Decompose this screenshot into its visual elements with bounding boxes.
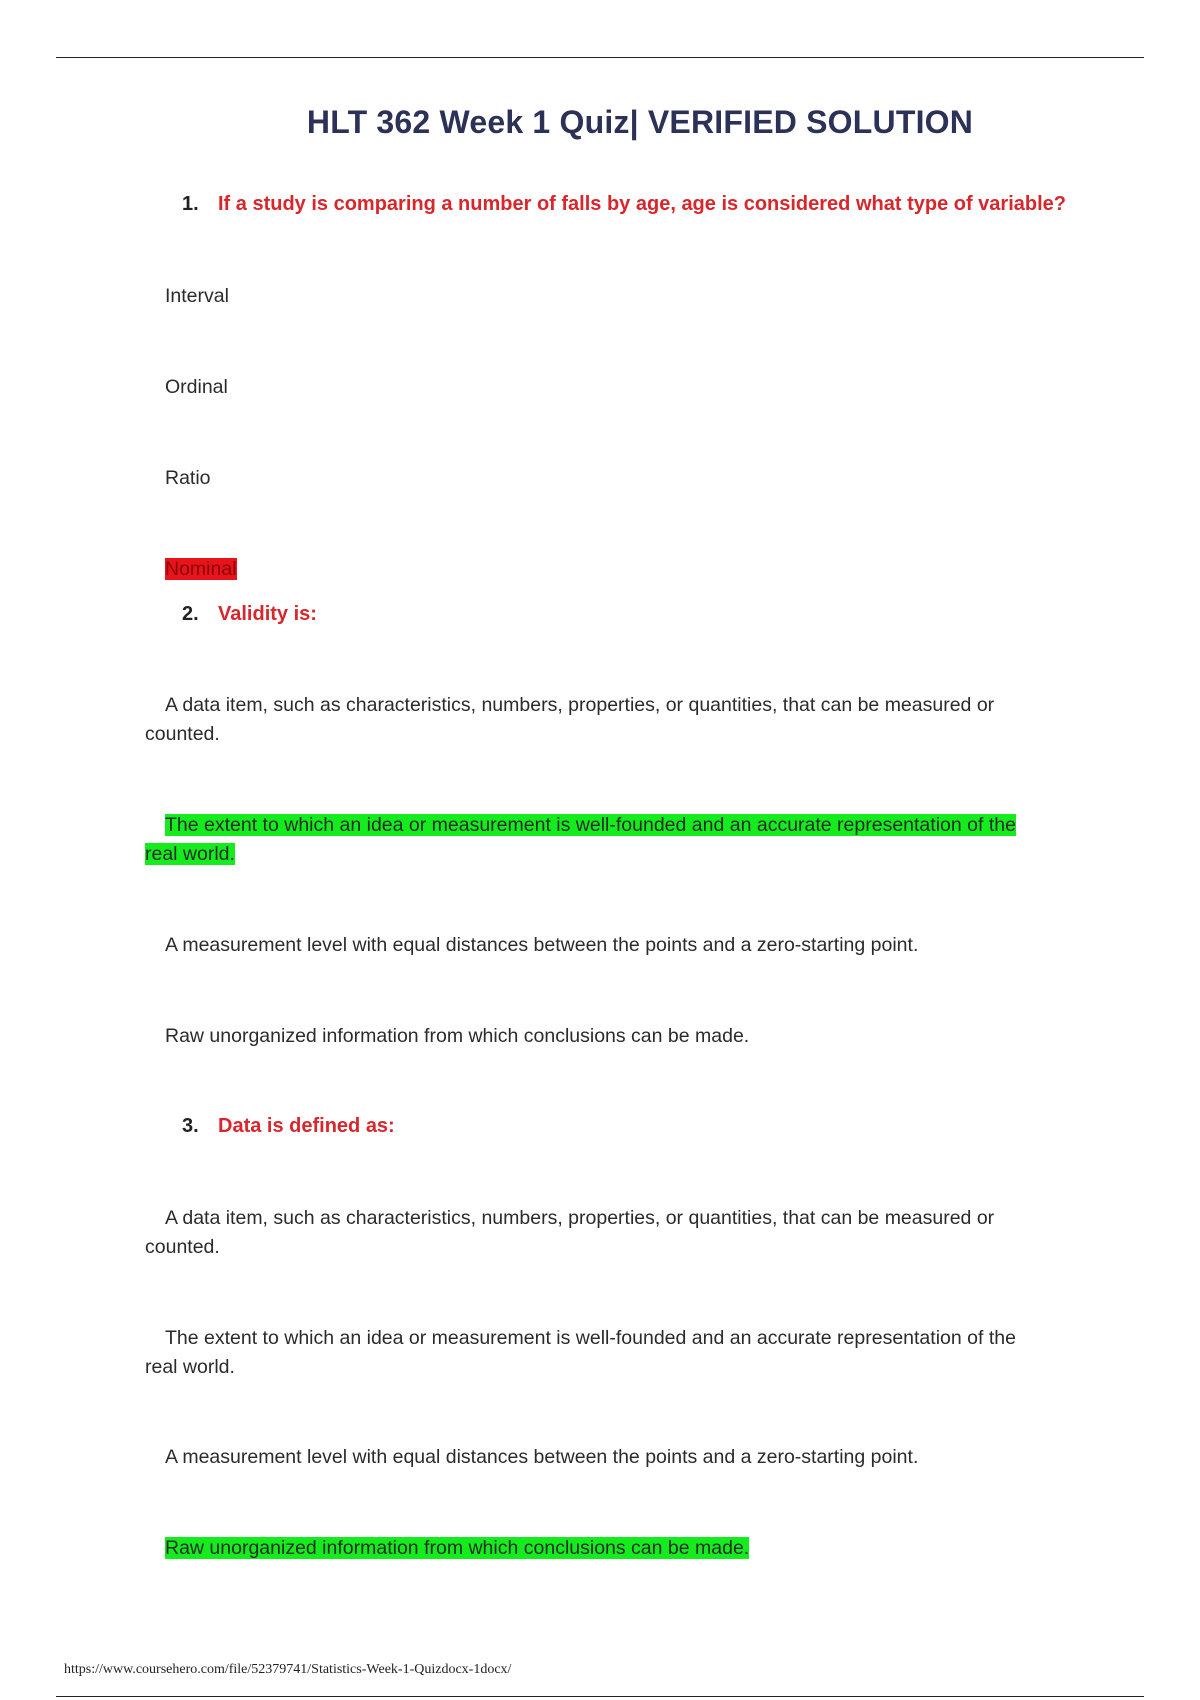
question-number: 2. <box>182 603 199 625</box>
option-text: A measurement level with equal distances between the points and a zero-starting point. <box>165 934 919 956</box>
option-text: Raw unorganized information from which conclusions can be made. <box>165 1025 750 1047</box>
q3-option-3 <box>145 1443 945 1472</box>
q3-option-1 <box>145 1204 1035 1262</box>
q3-option-2 <box>145 1324 1035 1382</box>
q3-option-4-answer <box>145 1534 945 1563</box>
answer-highlight: Raw unorganized information from which conclusions can be made. <box>165 1537 750 1559</box>
q2-option-3 <box>145 931 945 960</box>
q1-option-1 <box>145 282 1035 311</box>
q1-option-2 <box>145 373 1035 402</box>
option-text: Ratio <box>165 467 211 489</box>
document-title: HLT 362 Week 1 Quiz| VERIFIED SOLUTION <box>306 104 974 140</box>
question-text: If a study is comparing a number of falls by age, age is considered what type of variable? <box>218 193 1066 215</box>
question-1 <box>182 193 1066 216</box>
question-text: Data is defined as: <box>218 1115 395 1137</box>
q1-option-3 <box>145 464 1035 493</box>
option-text: Ordinal <box>165 376 228 398</box>
answer-highlight: The extent to which an idea or measurement is well-founded and an accurate representation of the real world. <box>145 814 1016 865</box>
option-text: The extent to which an idea or measurement is well-founded and an accurate representation of the real world. <box>145 1327 1016 1378</box>
question-number: 1. <box>182 193 199 215</box>
option-text: A measurement level with equal distances between the points and a zero-starting point. <box>165 1446 919 1468</box>
option-text: A data item, such as characteristics, numbers, properties, or quantities, that can be measured or counted. <box>145 1207 995 1258</box>
bottom-rule <box>56 1696 1144 1697</box>
question-3 <box>182 1115 395 1138</box>
question-number: 3. <box>182 1115 199 1137</box>
option-text: A data item, such as characteristics, numbers, properties, or quantities, that can be measured or counted. <box>145 694 995 745</box>
q2-option-4 <box>145 1022 945 1051</box>
question-2 <box>182 603 317 626</box>
answer-highlight: Nominal <box>165 558 237 580</box>
footer-url[interactable]: https://www.coursehero.com/file/52379741/Statistics-Week-1-Quizdocx-1docx/ <box>64 1662 512 1677</box>
q1-option-4-answer <box>145 555 1035 584</box>
question-text: Validity is: <box>218 603 317 625</box>
q2-option-2-answer <box>145 811 1035 869</box>
option-text: Interval <box>165 285 229 307</box>
q2-option-1 <box>145 691 1035 749</box>
top-rule <box>56 57 1144 58</box>
